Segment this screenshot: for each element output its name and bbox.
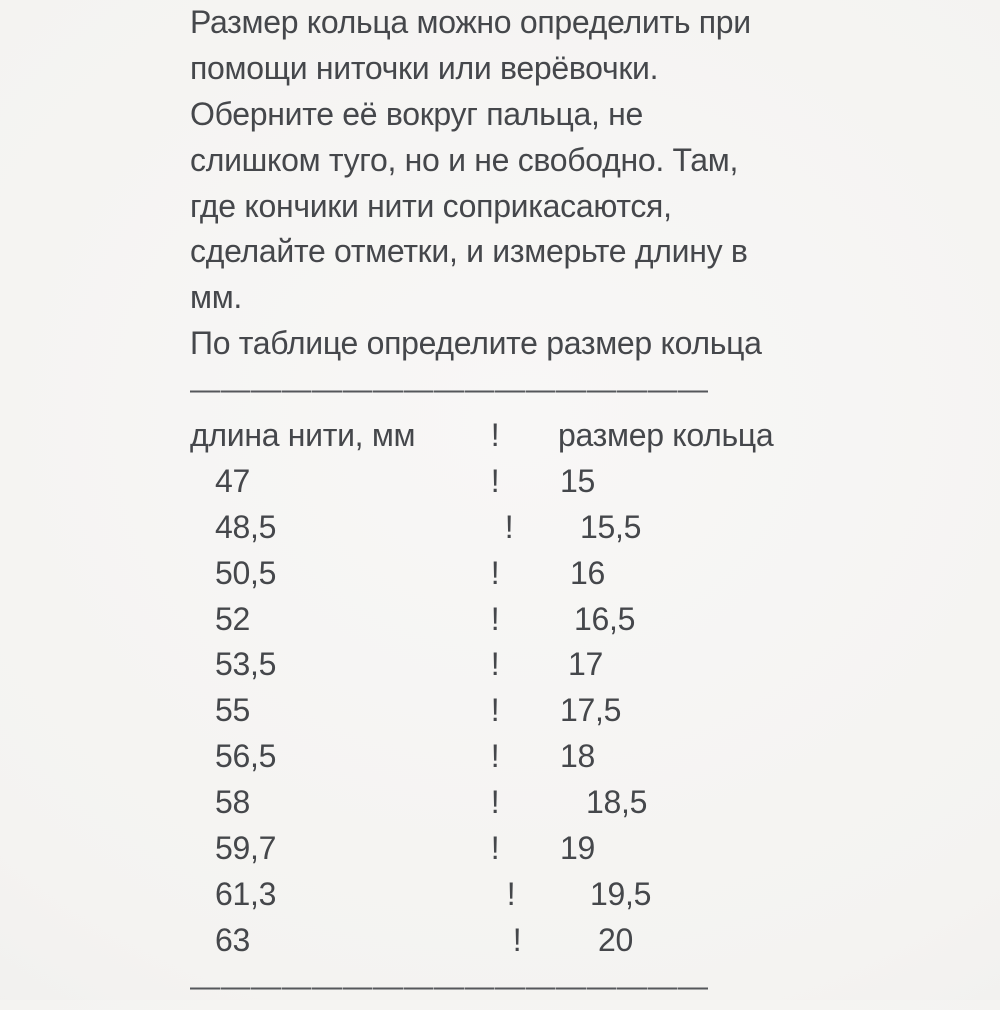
table-row [190, 826, 1000, 872]
length-cell: 61,3 [215, 875, 277, 912]
separator-cell: ! [490, 784, 500, 821]
size-cell: 16 [570, 554, 605, 591]
table-row [190, 459, 1000, 505]
table-header-row [190, 413, 1000, 459]
intro-line: сделайте отметки, и измерьте длину в [190, 233, 748, 270]
table-row [190, 688, 1000, 734]
table-row [190, 872, 1000, 918]
table-top-divider: ————————————————— [190, 373, 709, 407]
table-row [190, 918, 1000, 964]
length-column-header: длина нити, мм [190, 417, 416, 454]
length-cell: 53,5 [215, 646, 277, 683]
intro-line: Размер кольца можно определить при [190, 4, 751, 40]
size-column-header: размер кольца [558, 417, 774, 454]
separator-cell: ! [504, 508, 514, 545]
table-row [190, 505, 1000, 551]
intro-line: По таблице определите размер кольца [190, 325, 762, 362]
column-separator: ! [490, 417, 500, 454]
length-cell: 63 [215, 921, 250, 958]
intro-line: Оберните её вокруг пальца, не [190, 95, 644, 132]
separator-cell: ! [490, 646, 500, 683]
table-row [190, 734, 1000, 780]
size-cell: 15,5 [580, 508, 642, 545]
separator-cell: ! [490, 738, 500, 775]
intro-line: мм. [190, 279, 242, 316]
table-row [190, 597, 1000, 643]
table-row [190, 642, 1000, 688]
length-cell: 47 [215, 462, 250, 499]
intro-line: где кончики нити соприкасаются, [190, 187, 672, 224]
table-row [190, 551, 1000, 597]
length-cell: 48,5 [215, 508, 277, 545]
length-cell: 56,5 [215, 738, 277, 775]
separator-cell: ! [490, 600, 500, 637]
length-cell: 52 [215, 600, 250, 637]
length-cell: 50,5 [215, 554, 277, 591]
size-cell: 19,5 [590, 875, 652, 912]
size-cell: 18,5 [586, 784, 648, 821]
intro-line: помощи ниточки или верёвочки. [190, 49, 659, 86]
size-cell: 16,5 [574, 600, 636, 637]
intro-paragraph [190, 0, 1000, 367]
size-cell: 17 [568, 646, 603, 683]
table-bottom-divider: ————————————————— [190, 969, 709, 1003]
separator-cell: ! [506, 875, 516, 912]
separator-cell: ! [490, 554, 500, 591]
length-cell: 58 [215, 784, 250, 821]
separator-cell: ! [490, 462, 500, 499]
table-row [190, 780, 1000, 826]
size-cell: 17,5 [560, 692, 622, 729]
size-cell: 19 [560, 830, 595, 867]
separator-cell: ! [512, 921, 522, 958]
length-cell: 59,7 [215, 830, 277, 867]
separator-cell: ! [490, 692, 500, 729]
size-cell: 15 [560, 462, 595, 499]
size-cell: 18 [560, 738, 595, 775]
length-cell: 55 [215, 692, 250, 729]
size-cell: 20 [598, 921, 633, 958]
intro-line: слишком туго, но и не свободно. Там, [190, 141, 739, 178]
separator-cell: ! [490, 830, 500, 867]
